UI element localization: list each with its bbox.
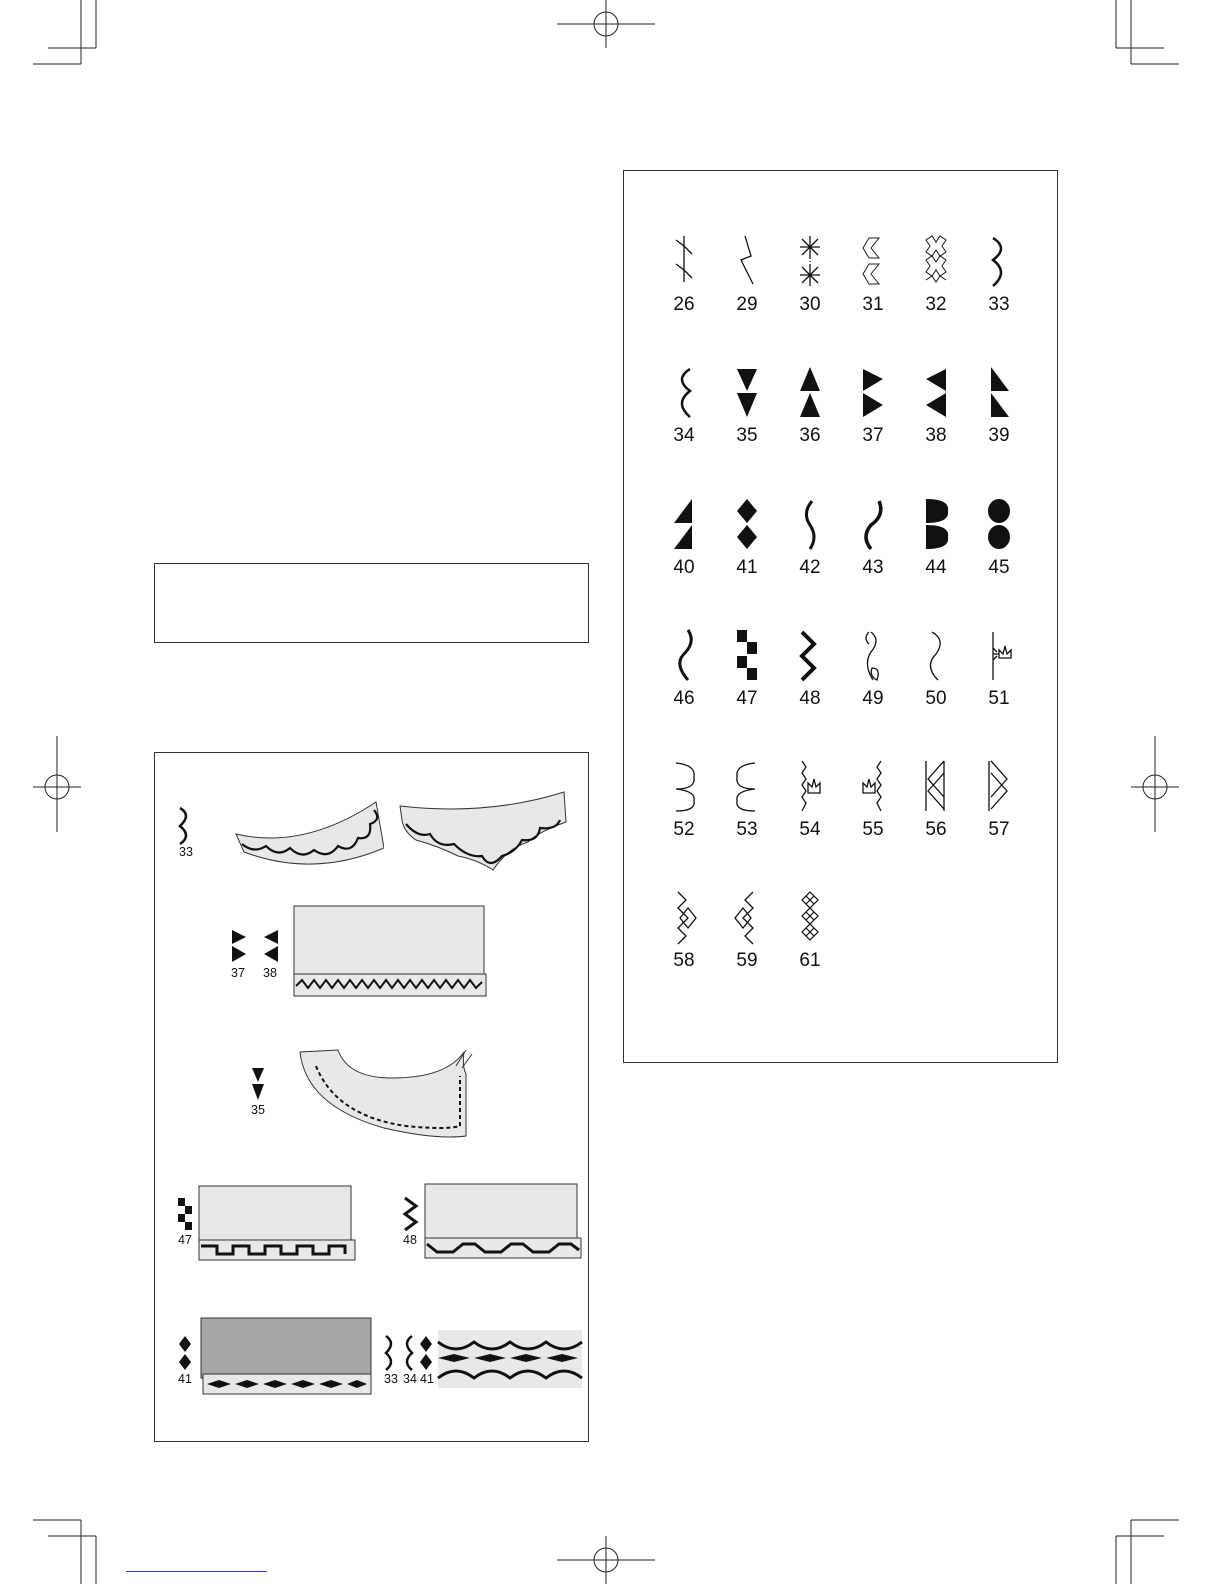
pattern-50[interactable] <box>906 628 966 738</box>
pattern-number: 42 <box>799 557 821 578</box>
scalloped-tablecloth-illustration <box>398 790 568 876</box>
left-double-chevron-stitch-icon <box>918 759 954 815</box>
pattern-number: 41 <box>736 557 758 578</box>
reverse-scallop-satin-stitch-icon <box>401 1334 415 1372</box>
pattern-number: 29 <box>736 294 758 315</box>
right-sawtooth-stitch-icon <box>981 365 1017 421</box>
example-stitch-label: 41 <box>178 1372 192 1386</box>
pattern-number: 58 <box>673 950 695 971</box>
half-moon-satin-stitch-icon <box>918 497 954 553</box>
reverse-scallop-satin-stitch-icon <box>666 365 702 421</box>
cross-knot-stitch-icon <box>792 890 828 946</box>
scallop-satin-stitch-icon <box>383 1334 397 1372</box>
pattern-42[interactable] <box>780 497 840 607</box>
pattern-52[interactable] <box>654 759 714 869</box>
block-step-hem-illustration <box>197 1182 359 1264</box>
pattern-number: 52 <box>673 819 695 840</box>
right-diamond-stitch-icon <box>666 890 702 946</box>
pattern-number: 33 <box>988 294 1010 315</box>
pattern-number: 44 <box>925 557 947 578</box>
wave-satin-stitch-icon <box>792 497 828 553</box>
leaf-vine-stitch-icon <box>855 628 891 684</box>
left-scallop-stitch-icon <box>729 759 765 815</box>
zigzag-step-stitch-icon <box>792 628 828 684</box>
pattern-number: 47 <box>736 688 758 709</box>
right-scallop-stitch-icon <box>666 759 702 815</box>
right-arrowhead-stitch-icon <box>855 365 891 421</box>
pattern-33[interactable] <box>969 234 1029 344</box>
pattern-29[interactable] <box>717 234 777 344</box>
diamond-satin-stitch-icon <box>419 1334 433 1372</box>
pattern-number: 32 <box>925 294 947 315</box>
scallop-satin-stitch-icon <box>174 806 194 846</box>
pattern-43[interactable] <box>843 497 903 607</box>
zigzag-step-stitch-icon <box>402 1196 420 1232</box>
pattern-number: 30 <box>799 294 821 315</box>
pattern-46[interactable] <box>654 628 714 738</box>
combined-satin-band-illustration <box>436 1328 584 1390</box>
pattern-number: 59 <box>736 950 758 971</box>
branch-stitch-icon <box>666 234 702 290</box>
arrowhead-hem-illustration <box>292 904 490 1000</box>
pattern-31[interactable] <box>843 234 903 344</box>
right-double-chevron-stitch-icon <box>981 759 1017 815</box>
pattern-number: 35 <box>736 425 758 446</box>
pattern-30[interactable] <box>780 234 840 344</box>
pattern-53[interactable] <box>717 759 777 869</box>
pattern-number: 46 <box>673 688 695 709</box>
pattern-48[interactable] <box>780 628 840 738</box>
pattern-55[interactable] <box>843 759 903 869</box>
pattern-number: 43 <box>862 557 884 578</box>
note-box <box>154 563 589 643</box>
pattern-number: 55 <box>862 819 884 840</box>
pattern-51[interactable] <box>969 628 1029 738</box>
pattern-number: 56 <box>925 819 947 840</box>
lattice-stitch-icon <box>918 234 954 290</box>
example-stitch-label: 33 <box>384 1372 398 1386</box>
scallop-satin-stitch-icon <box>981 234 1017 290</box>
pattern-number: 36 <box>799 425 821 446</box>
pattern-47[interactable] <box>717 628 777 738</box>
pattern-32[interactable] <box>906 234 966 344</box>
pattern-35[interactable] <box>717 365 777 475</box>
pattern-41[interactable] <box>717 497 777 607</box>
diamond-satin-hem-illustration <box>199 1314 375 1398</box>
block-step-stitch-icon <box>176 1196 194 1232</box>
pattern-number: 39 <box>988 425 1010 446</box>
star-stitch-icon <box>792 234 828 290</box>
pattern-number: 51 <box>988 688 1010 709</box>
right-arrowhead-stitch-icon <box>230 928 248 964</box>
pattern-56[interactable] <box>906 759 966 869</box>
example-stitch-label: 41 <box>420 1372 434 1386</box>
curved-hem-illustration <box>296 1046 476 1142</box>
pattern-45[interactable] <box>969 497 1029 607</box>
pattern-number: 37 <box>862 425 884 446</box>
pattern-54[interactable] <box>780 759 840 869</box>
pattern-49[interactable] <box>843 628 903 738</box>
inverted-triangle-stitch-icon <box>250 1066 266 1102</box>
tulip-stitch-icon <box>981 628 1017 684</box>
pattern-38[interactable] <box>906 365 966 475</box>
example-stitch-label: 38 <box>263 966 277 980</box>
zigzag-step-hem-illustration <box>423 1178 585 1264</box>
pattern-40[interactable] <box>654 497 714 607</box>
pattern-number: 38 <box>925 425 947 446</box>
diamond-satin-stitch-icon <box>729 497 765 553</box>
diamond-satin-stitch-icon <box>177 1334 193 1372</box>
block-step-stitch-icon <box>729 628 765 684</box>
pattern-36[interactable] <box>780 365 840 475</box>
example-stitch-label: 47 <box>178 1233 192 1247</box>
pattern-number: 48 <box>799 688 821 709</box>
example-stitch-label: 35 <box>251 1103 265 1117</box>
pattern-26[interactable] <box>654 234 714 344</box>
pattern-number: 49 <box>862 688 884 709</box>
pattern-34[interactable] <box>654 365 714 475</box>
pattern-number: 45 <box>988 557 1010 578</box>
pattern-number: 54 <box>799 819 821 840</box>
left-arrowhead-stitch-icon <box>918 365 954 421</box>
pattern-39[interactable] <box>969 365 1029 475</box>
example-stitch-label: 37 <box>231 966 245 980</box>
left-tulip-stitch-icon <box>855 759 891 815</box>
pattern-number: 53 <box>736 819 758 840</box>
link-underline <box>126 1571 267 1572</box>
pattern-44[interactable] <box>906 497 966 607</box>
example-stitch-label: 48 <box>403 1233 417 1247</box>
pattern-number: 34 <box>673 425 695 446</box>
pattern-58[interactable] <box>654 890 714 1000</box>
left-diamond-stitch-icon <box>729 890 765 946</box>
scalloped-collar-illustration <box>234 798 384 870</box>
s-curve-satin-stitch-icon <box>855 497 891 553</box>
pattern-number: 61 <box>799 950 821 971</box>
pattern-37[interactable] <box>843 365 903 475</box>
twisted-satin-stitch-icon <box>666 628 702 684</box>
example-stitch-label: 34 <box>403 1372 417 1386</box>
example-stitch-label: 33 <box>179 845 193 859</box>
chevron-outline-stitch-icon <box>855 234 891 290</box>
pattern-number: 40 <box>673 557 695 578</box>
pattern-59[interactable] <box>717 890 777 1000</box>
pattern-number: 50 <box>925 688 947 709</box>
lightning-stitch-icon <box>729 234 765 290</box>
pattern-number: 26 <box>673 294 695 315</box>
pattern-number: 31 <box>862 294 884 315</box>
triangle-stitch-icon <box>792 365 828 421</box>
left-arrowhead-stitch-icon <box>262 928 280 964</box>
pattern-61[interactable] <box>780 890 840 1000</box>
serpentine-stitch-icon <box>918 628 954 684</box>
oval-satin-stitch-icon <box>981 497 1017 553</box>
inverted-triangle-stitch-icon <box>729 365 765 421</box>
left-sawtooth-stitch-icon <box>666 497 702 553</box>
pattern-number: 57 <box>988 819 1010 840</box>
right-tulip-stitch-icon <box>792 759 828 815</box>
pattern-57[interactable] <box>969 759 1029 869</box>
